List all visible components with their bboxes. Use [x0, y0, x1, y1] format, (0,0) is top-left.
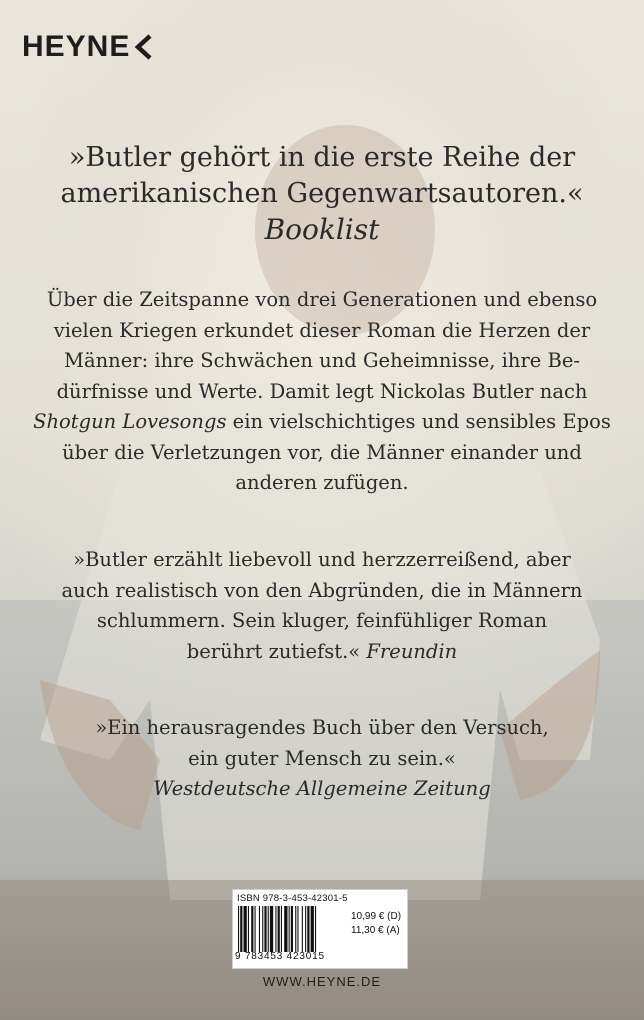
barcode-label [232, 889, 408, 969]
quote-line [0, 637, 644, 668]
quote-line: amerikanischen Gegenwartsautoren.« [60, 178, 584, 209]
chevron-left-icon [134, 34, 154, 60]
blurb-line: dürfnisse und Werte. Damit legt Nickolas Butler nach [56, 379, 588, 403]
quote-freundin [0, 545, 644, 667]
quote-line: »Butler erzählt liebevoll und herzzerreißend, aber [73, 548, 571, 571]
blurb-line: Über die Zeitspanne von drei Generationen und ebenso [46, 288, 598, 311]
isbn-text: ISBN 978-3-453-42301-5 [237, 893, 348, 904]
quote-source: Freundin [366, 639, 458, 663]
barcode-bars [238, 906, 348, 952]
quote-line: schlummern. Sein kluger, feinfühliger Roman [96, 609, 548, 632]
blurb-line [0, 407, 644, 438]
quote-line: »Butler gehört in die erste Reihe der [68, 142, 576, 173]
blurb-line-rest: ein vielschichtiges und sensibles Epos [226, 410, 611, 433]
quote-line: ein guter Mensch zu sein.« [188, 746, 456, 770]
blurb-text [0, 285, 644, 499]
blurb-line: Männer: ihre Schwächen und Geheimnisse, ihre Be- [64, 349, 580, 372]
publisher-name: HEYNE [22, 30, 131, 63]
price-germany: 10,99 € (D) [351, 911, 402, 922]
publisher-logo [22, 30, 154, 64]
quote-waz [0, 713, 644, 805]
ean-number: 9 783453 423015 [235, 951, 325, 962]
quote-line: »Ein herausragendes Buch über den Versuch, [95, 716, 549, 739]
quote-source: Westdeutsche Allgemeine Zeitung [153, 777, 491, 800]
price-list [351, 910, 401, 938]
blurb-line: anderen zufügen. [235, 471, 409, 494]
price-austria: 11,30 € (A) [351, 925, 400, 936]
book-title-mention: Shotgun Lovesongs [33, 410, 227, 433]
quote-line: auch realistisch von den Abgründen, die in Männern [61, 578, 583, 602]
quote-source: Booklist [264, 213, 380, 246]
quote-last-line: berührt zutiefst.« [186, 639, 361, 663]
quote-booklist [0, 140, 644, 248]
publisher-website: WWW.HEYNE.DE [262, 974, 382, 989]
blurb-line: über die Verletzungen vor, die Männer einander und [62, 440, 582, 464]
blurb-line: vielen Kriegen erkundet dieser Roman die Herzen der [53, 318, 591, 342]
